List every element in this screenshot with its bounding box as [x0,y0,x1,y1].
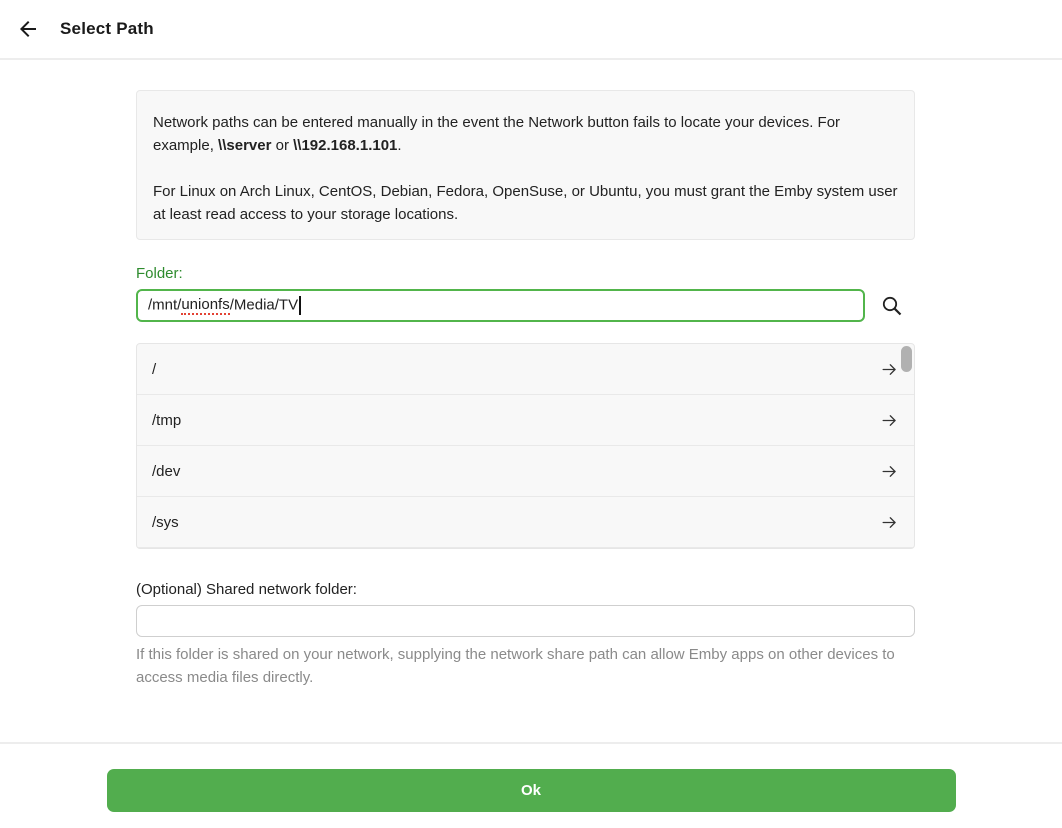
folder-value-suffix: /Media/TV [229,296,299,314]
arrow-right-icon [880,411,899,430]
folder-value-prefix: /mnt/ [148,296,182,314]
arrow-right-icon [880,360,899,379]
info-box [136,90,915,240]
search-button[interactable] [877,291,907,321]
directory-row-root[interactable] [137,344,914,395]
folder-input[interactable] [136,289,865,322]
directory-path: /sys [152,513,179,531]
text-caret [299,296,301,315]
arrow-right-icon [880,462,899,481]
arrow-right-icon [880,513,899,532]
directory-path: /dev [152,462,181,480]
directory-row-tmp[interactable] [137,395,914,446]
folder-input-row [136,289,915,322]
example-ip-path: \\192.168.1.101 [293,137,398,154]
arrow-left-icon [16,17,40,41]
folder-label: Folder: [136,265,183,282]
page-title: Select Path [60,19,154,38]
directory-row-sys[interactable] [137,497,914,548]
network-share-input[interactable] [136,605,915,637]
directory-row-dev[interactable] [137,446,914,497]
search-icon [880,294,904,318]
header [0,0,1062,60]
ok-button[interactable]: Ok [107,769,956,812]
scrollbar-thumb[interactable] [901,346,912,372]
directory-list [136,343,915,549]
folder-value-misspelled: unionfs [181,296,230,314]
footer [0,742,1062,812]
network-share-label: (Optional) Shared network folder: [136,581,357,598]
network-share-help: If this folder is shared on your network, supplying the network share path can allow Emby apps on other devices to access media files directly. [136,646,895,686]
info-paragraph-network: Network paths can be entered manually in the event the Network button fails to locate your devices. For example, \\server or \\192.168.1.101. [153,114,841,154]
directory-path: / [152,360,157,378]
back-button[interactable] [10,11,46,47]
content-column [136,90,915,689]
info-paragraph-linux: For Linux on Arch Linux, CentOS, Debian, Fedora, OpenSuse, or Ubuntu, you must grant the Emby system user at least read access to your storage locations. [153,183,898,223]
directory-path: /tmp [152,411,182,429]
example-server-path: \\server [218,137,272,154]
